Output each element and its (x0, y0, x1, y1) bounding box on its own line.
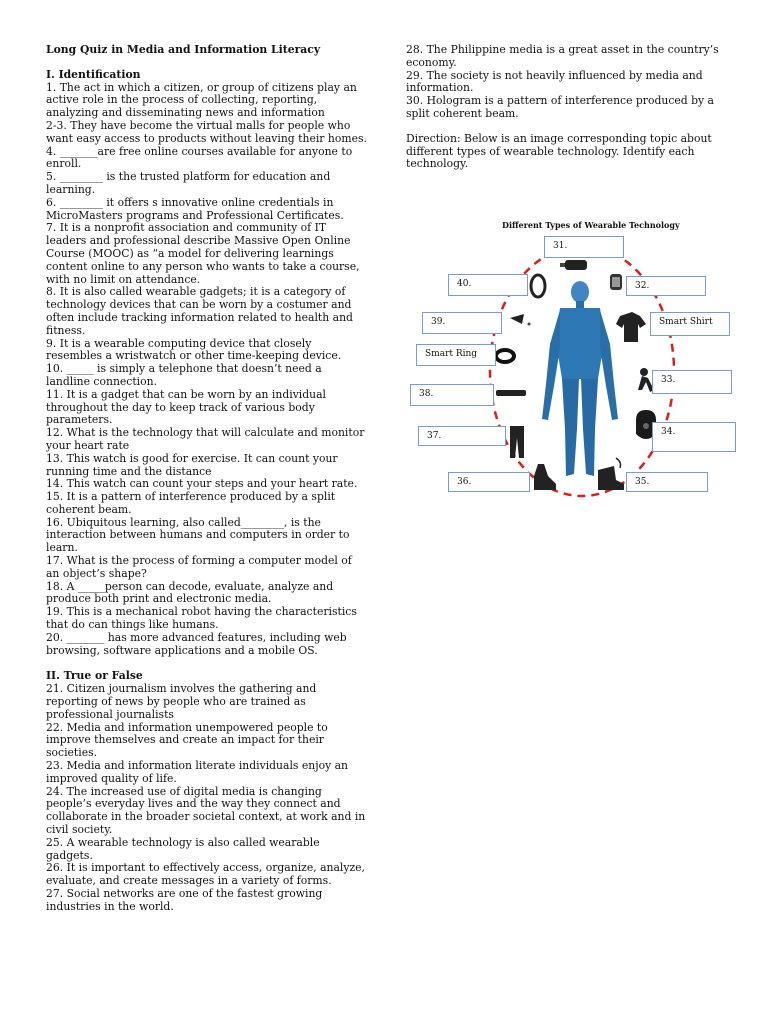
human-body-figure (542, 281, 618, 476)
question-item: 11. It is a gadget that can be worn by an individual throughout the day to keep track of various body parameters. (46, 387, 327, 427)
wearable-technology-figure (410, 214, 750, 504)
question-item: 26. It is important to effectively access, organize, analyze, evaluate, and create messages in a variety of forms. (46, 861, 365, 888)
smartwatch-icon (610, 274, 622, 290)
question-item: 23. Media and information literate individuals enjoy an improved quality of life. (46, 759, 348, 785)
question-item: 28. The Philippine media is a great asset in the country’s economy. (406, 43, 719, 69)
answer-box-40[interactable]: 40. (448, 274, 528, 296)
section-heading-identification: I. Identification (46, 67, 141, 81)
answer-box-37[interactable]: 37. (418, 426, 506, 446)
answer-box-38[interactable]: 38. (410, 384, 494, 406)
question-item: 27. Social networks are one of the fastest growing industries in the world. (46, 887, 323, 913)
answer-box-smart-shirt[interactable]: Smart Shirt (650, 312, 730, 336)
question-item: 20. _______ has more advanced features, including web browsing, software applications and a mobile OS. (46, 630, 347, 657)
smart-shoe-icon (534, 464, 556, 490)
question-item: 9. It is a wearable computing device that closely resembles a wristwatch or other time-keeping device. (46, 336, 342, 363)
right-column (406, 44, 726, 171)
question-item: 10. _____ is simply a telephone that doesn’t need a landline connection. (46, 362, 322, 388)
answer-box-35[interactable]: 35. (626, 472, 708, 492)
direction-text: Direction: Below is an image corresponding topic about different types of wearable technology. Identify each technology. (406, 131, 712, 171)
smart-ring-icon (496, 350, 514, 362)
question-item: 16. Ubiquitous learning, also called________, is the interaction between humans and computers in order to learn. (46, 515, 350, 555)
question-item: 2-3. They have become the virtual malls for people who want easy access to products without leaving their homes. (46, 118, 367, 145)
question-item: 25. A wearable technology is also called wearable gadgets. (46, 835, 320, 862)
smart-boot-icon (598, 458, 624, 490)
true-false-list (46, 683, 368, 913)
answer-box-36[interactable]: 36. (448, 472, 530, 492)
question-item: 30. Hologram is a pattern of interference produced by a split coherent beam. (406, 94, 714, 120)
question-item: 6. ________ it offers s innovative online credentials in MicroMasters programs and Professional Certificates. (46, 195, 344, 222)
left-column (46, 44, 368, 914)
question-item: 29. The society is not heavily influenced by media and information. (406, 68, 703, 95)
question-item: 15. It is a pattern of interference produced by a split coherent beam. (46, 490, 336, 516)
question-item: 12. What is the technology that will calculate and monitor your heart rate (46, 426, 365, 452)
question-item: 8. It is also called wearable gadgets; it is a category of technology devices that can be worn by a costumer and often include tracking information related to health and fitness. (46, 285, 353, 337)
question-item: 22. Media and information unempowered people to improve themselves and create an impact for their societies. (46, 720, 328, 760)
question-item: 1. The act in which a citizen, or group of citizens play an active role in the process of collecting, reporting, analyzing and disseminating news and information (46, 80, 357, 120)
smart-glasses-icon (510, 314, 531, 326)
section-heading-true-false: II. True or False (46, 669, 143, 683)
question-item: 7. It is a nonprofit association and community of IT leaders and professional describe Massive Open Online Course (MOOC) as “a model for delivering learnings content online to any person who wants to take a course, with no limit on attendance. (46, 221, 360, 286)
question-item: 19. This is a mechanical robot having the characteristics that do can things like humans. (46, 605, 357, 632)
answer-box-33[interactable]: 33. (652, 370, 732, 394)
question-item: 21. Citizen journalism involves the gathering and reporting of news by people who are trained as professional journalists (46, 682, 317, 721)
smart-shirt-icon (616, 312, 646, 342)
question-item: 5. ________ is the trusted platform for education and learning. (46, 170, 331, 196)
question-item: 4. _______are free online courses available for anyone to enroll. (46, 144, 353, 171)
question-item: 13. This watch is good for exercise. It can count your running time and the distance (46, 451, 338, 478)
answer-box-39[interactable]: 39. (422, 312, 502, 334)
question-item: 24. The increased use of digital media is changing people’s everyday lives and the way they connect and collaborate in the broader societal context, at work and in civil society. (46, 784, 366, 837)
answer-box-smart-ring[interactable]: Smart Ring (416, 344, 496, 366)
smart-pants-icon (510, 426, 524, 458)
quiz-title: Long Quiz in Media and Information Literacy (46, 43, 321, 56)
vr-headset-icon (560, 260, 587, 270)
answer-box-31[interactable]: 31. (544, 236, 624, 258)
question-item: 17. What is the process of forming a computer model of an object’s shape? (46, 554, 352, 580)
identification-list (46, 82, 368, 658)
figure-title: Different Types of Wearable Technology (502, 220, 680, 230)
smart-belt-icon (496, 390, 526, 396)
answer-box-34[interactable]: 34. (652, 422, 736, 452)
fitness-band-icon (531, 275, 545, 297)
question-item: 14. This watch can count your steps and your heart rate. (46, 477, 358, 491)
question-item: 18. A _____person can decode, evaluate, analyze and produce both print and electronic media. (46, 579, 334, 606)
answer-box-32[interactable]: 32. (626, 276, 706, 296)
